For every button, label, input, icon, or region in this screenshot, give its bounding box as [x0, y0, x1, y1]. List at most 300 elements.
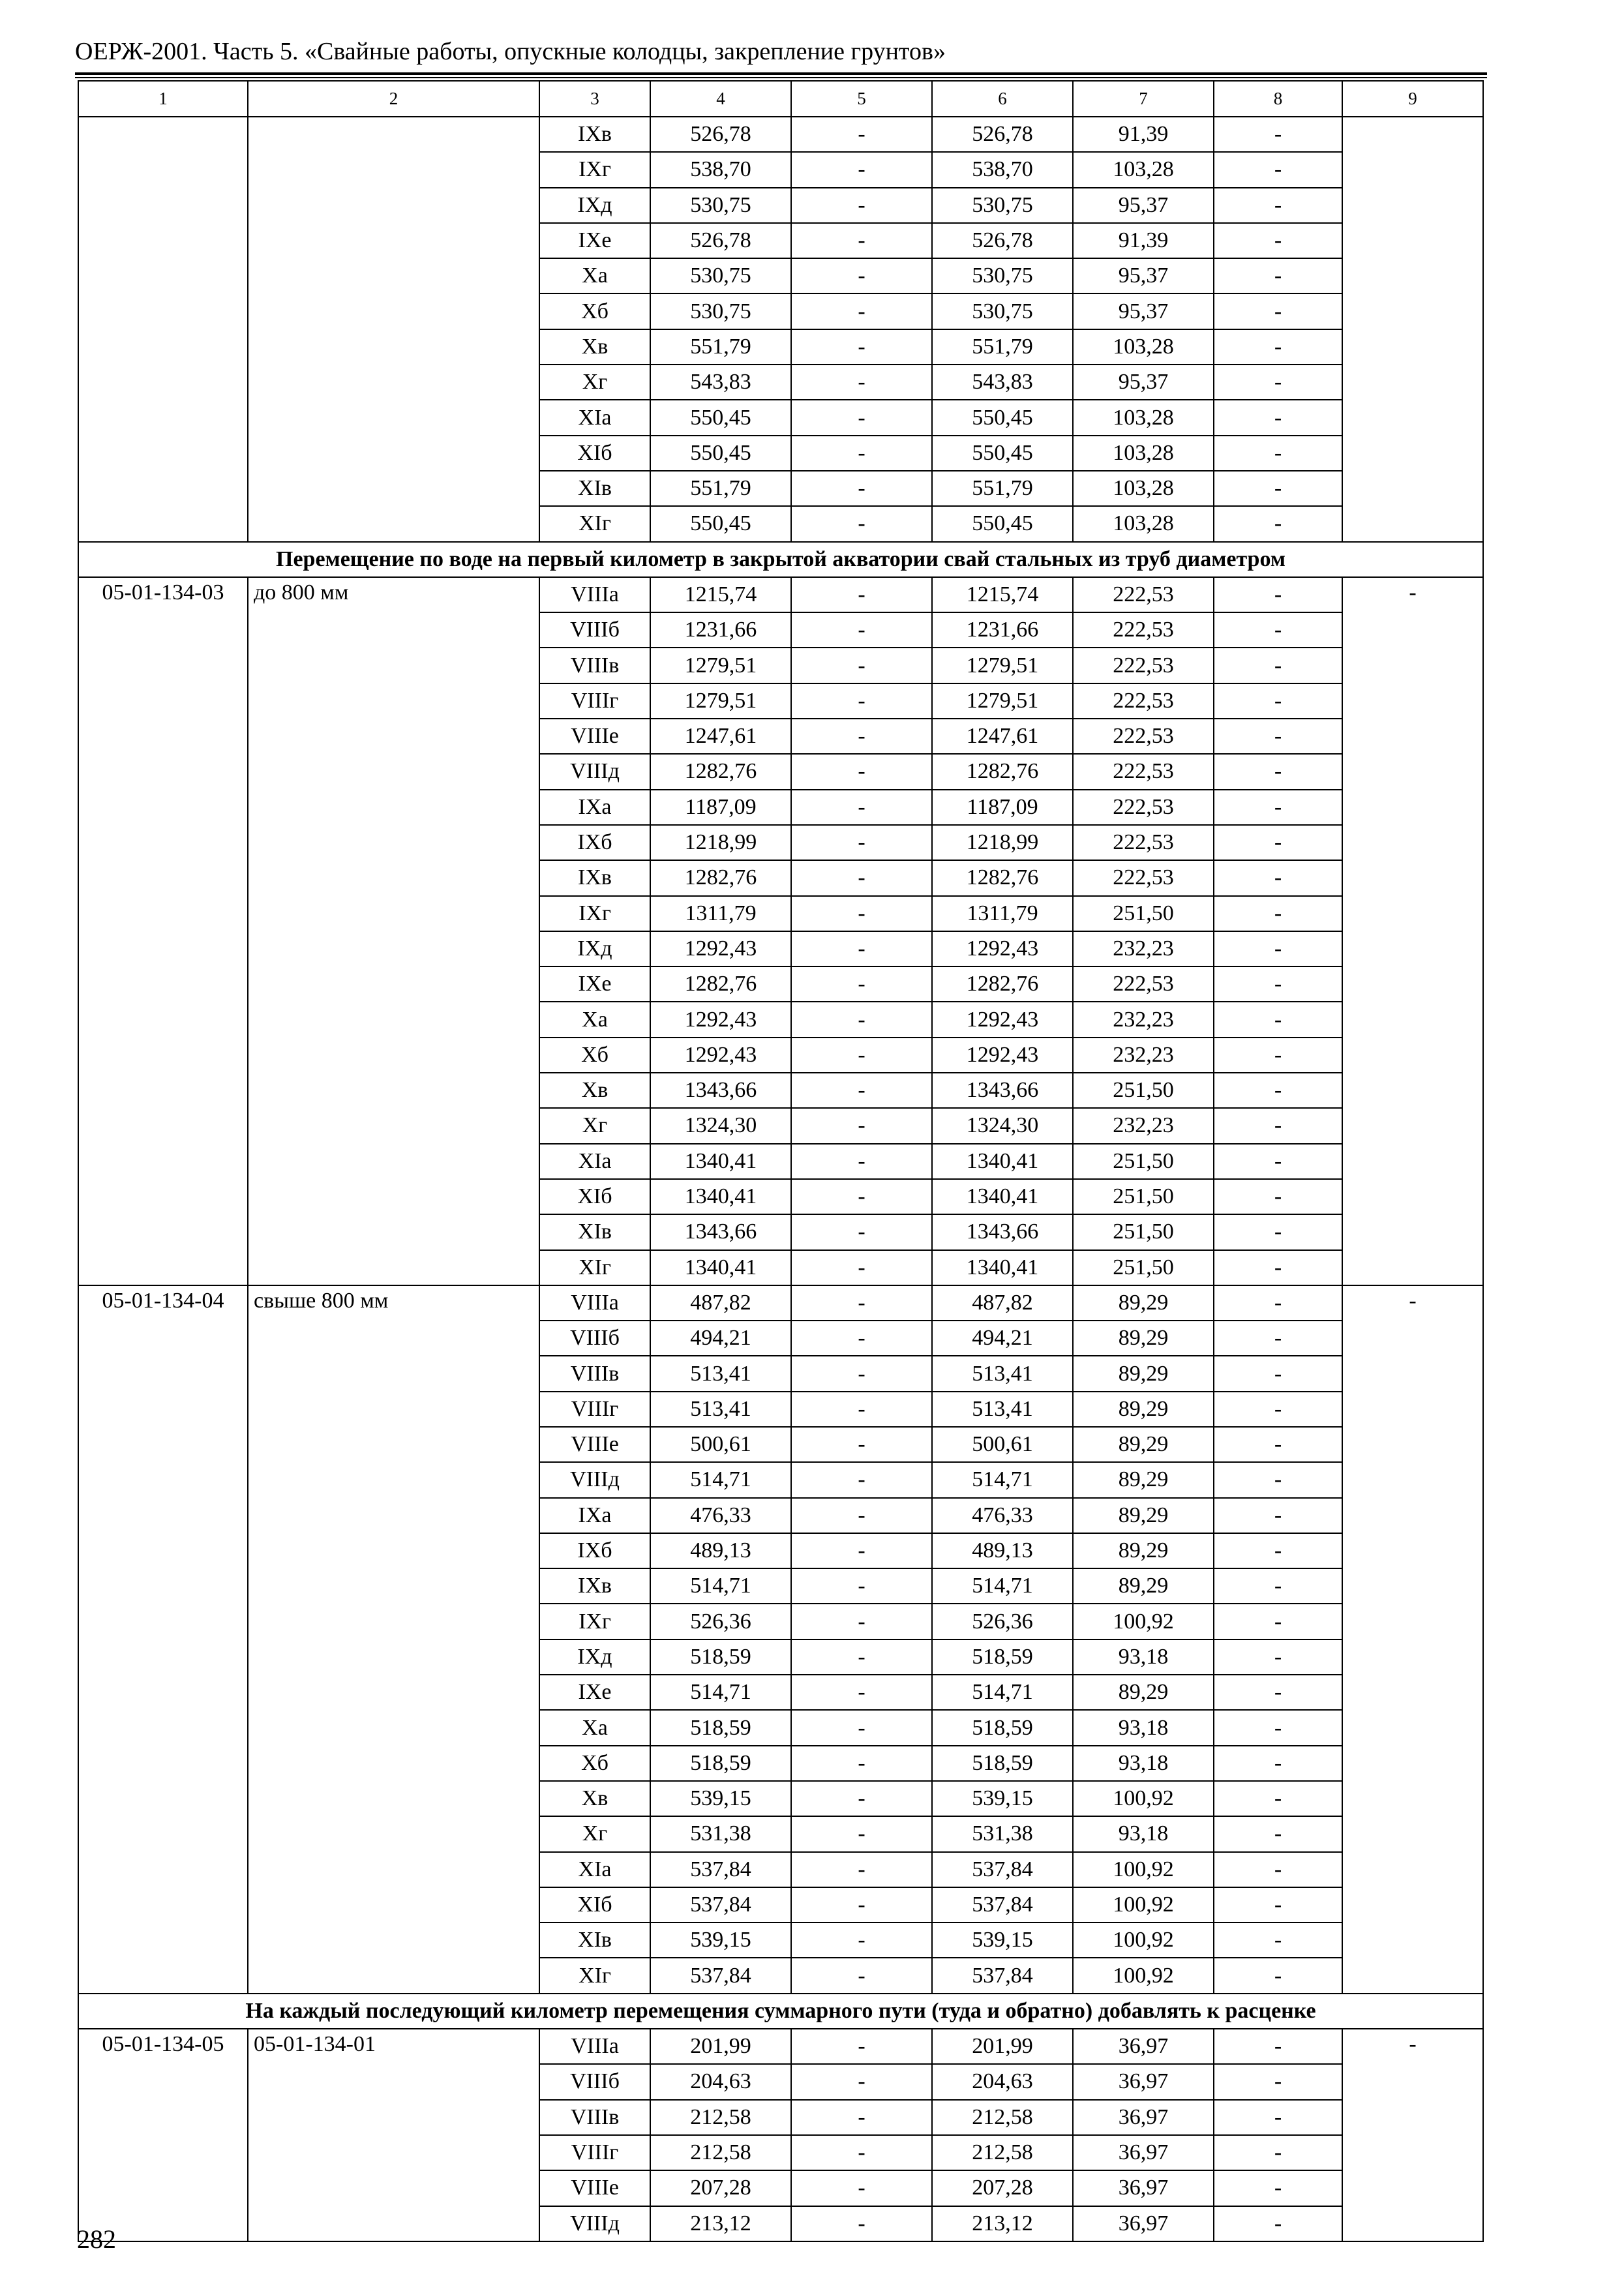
machinist-wages-cell: 95,37 [1073, 365, 1214, 400]
grade-cell: IXе [539, 1675, 650, 1710]
grade-cell: VIIIв [539, 648, 650, 683]
grade-cell: IXг [539, 1604, 650, 1639]
column-number-8: 8 [1214, 81, 1342, 117]
rate-code-cell: 05-01-134-05 [78, 2029, 248, 2241]
machinist-wages-cell: 100,92 [1073, 1781, 1214, 1816]
machine-cost-cell: 204,63 [932, 2064, 1073, 2099]
total-cost-cell: 1282,76 [650, 860, 791, 895]
materials-cell: - [1214, 1462, 1342, 1497]
rate-name-cell: до 800 мм [248, 577, 539, 1285]
machinist-wages-cell: 93,18 [1073, 1816, 1214, 1851]
materials-cell: - [1214, 1285, 1342, 1321]
total-cost-cell: 518,59 [650, 1639, 791, 1675]
materials-cell: - [1214, 1922, 1342, 1958]
total-cost-cell: 518,59 [650, 1710, 791, 1745]
machinist-wages-cell: 93,18 [1073, 1746, 1214, 1781]
total-cost-cell: 1311,79 [650, 896, 791, 931]
grade-cell: VIIIб [539, 1321, 650, 1356]
grade-cell: IXв [539, 117, 650, 152]
total-cost-cell: 1340,41 [650, 1179, 791, 1214]
machinist-wages-cell: 103,28 [1073, 400, 1214, 435]
labor-cost-cell: - [1342, 2029, 1483, 2241]
total-cost-cell: 530,75 [650, 258, 791, 293]
grade-cell: VIIIб [539, 612, 650, 648]
materials-cell: - [1214, 2170, 1342, 2206]
wages-cell: - [791, 1852, 932, 1887]
machine-cost-cell: 518,59 [932, 1639, 1073, 1675]
machine-cost-cell: 539,15 [932, 1781, 1073, 1816]
machinist-wages-cell: 222,53 [1073, 612, 1214, 648]
machine-cost-cell: 1247,61 [932, 719, 1073, 754]
grade-cell: VIIIа [539, 577, 650, 612]
machinist-wages-cell: 89,29 [1073, 1427, 1214, 1462]
column-number-9: 9 [1342, 81, 1483, 117]
wages-cell: - [791, 790, 932, 825]
grade-cell: Xб [539, 1746, 650, 1781]
total-cost-cell: 212,58 [650, 2100, 791, 2135]
machinist-wages-cell: 89,29 [1073, 1285, 1214, 1321]
machine-cost-cell: 500,61 [932, 1427, 1073, 1462]
materials-cell: - [1214, 471, 1342, 506]
grade-cell: VIIIа [539, 1285, 650, 1321]
machine-cost-cell: 530,75 [932, 258, 1073, 293]
rate-name-cell [248, 117, 539, 542]
wages-cell: - [791, 612, 932, 648]
total-cost-cell: 513,41 [650, 1392, 791, 1427]
materials-cell: - [1214, 152, 1342, 187]
machinist-wages-cell: 103,28 [1073, 329, 1214, 365]
grade-cell: Xа [539, 1002, 650, 1037]
grade-cell: IXг [539, 152, 650, 187]
machine-cost-cell: 513,41 [932, 1392, 1073, 1427]
grade-cell: VIIIг [539, 1392, 650, 1427]
machinist-wages-cell: 103,28 [1073, 436, 1214, 471]
total-cost-cell: 1343,66 [650, 1073, 791, 1108]
machinist-wages-cell: 251,50 [1073, 1073, 1214, 1108]
materials-cell: - [1214, 683, 1342, 719]
section-title: Перемещение по воде на первый километр в закрытой акватории свай стальных из труб диаметром [78, 542, 1483, 577]
materials-cell: - [1214, 1781, 1342, 1816]
machinist-wages-cell: 36,97 [1073, 2100, 1214, 2135]
materials-cell: - [1214, 1144, 1342, 1179]
rate-name-cell: 05-01-134-01 [248, 2029, 539, 2241]
materials-cell: - [1214, 1675, 1342, 1710]
wages-cell: - [791, 860, 932, 895]
machine-cost-cell: 1279,51 [932, 683, 1073, 719]
wages-cell: - [791, 400, 932, 435]
machinist-wages-cell: 103,28 [1073, 152, 1214, 187]
materials-cell: - [1214, 329, 1342, 365]
grade-cell: VIIIв [539, 2100, 650, 2135]
machine-cost-cell: 1311,79 [932, 896, 1073, 931]
machine-cost-cell: 538,70 [932, 152, 1073, 187]
wages-cell: - [791, 471, 932, 506]
total-cost-cell: 1292,43 [650, 1002, 791, 1037]
grade-cell: XIв [539, 1214, 650, 1249]
machine-cost-cell: 514,71 [932, 1675, 1073, 1710]
total-cost-cell: 201,99 [650, 2029, 791, 2064]
materials-cell: - [1214, 188, 1342, 223]
total-cost-cell: 212,58 [650, 2135, 791, 2170]
total-cost-cell: 550,45 [650, 506, 791, 541]
wages-cell: - [791, 1639, 932, 1675]
machine-cost-cell: 531,38 [932, 1816, 1073, 1851]
total-cost-cell: 551,79 [650, 471, 791, 506]
materials-cell: - [1214, 1710, 1342, 1745]
total-cost-cell: 1247,61 [650, 719, 791, 754]
total-cost-cell: 514,71 [650, 1675, 791, 1710]
machinist-wages-cell: 100,92 [1073, 1852, 1214, 1887]
column-number-7: 7 [1073, 81, 1214, 117]
materials-cell: - [1214, 719, 1342, 754]
total-cost-cell: 1282,76 [650, 966, 791, 1002]
grade-cell: XIб [539, 1887, 650, 1922]
machine-cost-cell: 1343,66 [932, 1214, 1073, 1249]
machine-cost-cell: 526,78 [932, 223, 1073, 258]
materials-cell: - [1214, 2100, 1342, 2135]
machine-cost-cell: 489,13 [932, 1533, 1073, 1568]
machine-cost-cell: 550,45 [932, 436, 1073, 471]
materials-cell: - [1214, 436, 1342, 471]
grade-cell: VIIIд [539, 1462, 650, 1497]
machine-cost-cell: 1340,41 [932, 1250, 1073, 1285]
materials-cell: - [1214, 400, 1342, 435]
grade-cell: XIб [539, 1179, 650, 1214]
grade-cell: IXе [539, 223, 650, 258]
grade-cell: XIа [539, 1144, 650, 1179]
table-row [78, 117, 1483, 152]
machinist-wages-cell: 103,28 [1073, 506, 1214, 541]
machinist-wages-cell: 251,50 [1073, 1250, 1214, 1285]
wages-cell: - [791, 966, 932, 1002]
grade-cell: VIIIб [539, 2064, 650, 2099]
grade-cell: VIIIд [539, 754, 650, 789]
grade-cell: VIIIг [539, 2135, 650, 2170]
wages-cell: - [791, 896, 932, 931]
grade-cell: IXб [539, 1533, 650, 1568]
grade-cell: Xв [539, 329, 650, 365]
wages-cell: - [791, 648, 932, 683]
wages-cell: - [791, 931, 932, 966]
machinist-wages-cell: 93,18 [1073, 1710, 1214, 1745]
materials-cell: - [1214, 1746, 1342, 1781]
machine-cost-cell: 518,59 [932, 1710, 1073, 1745]
machine-cost-cell: 551,79 [932, 329, 1073, 365]
machine-cost-cell: 539,15 [932, 1922, 1073, 1958]
wages-cell: - [791, 2029, 932, 2064]
machine-cost-cell: 1340,41 [932, 1144, 1073, 1179]
wages-cell: - [791, 754, 932, 789]
total-cost-cell: 207,28 [650, 2170, 791, 2206]
machinist-wages-cell: 36,97 [1073, 2206, 1214, 2241]
grade-cell: Xб [539, 293, 650, 329]
machinist-wages-cell: 36,97 [1073, 2064, 1214, 2099]
materials-cell: - [1214, 258, 1342, 293]
materials-cell: - [1214, 1108, 1342, 1143]
header-rule-secondary [75, 77, 1487, 78]
machine-cost-cell: 514,71 [932, 1462, 1073, 1497]
machine-cost-cell: 550,45 [932, 400, 1073, 435]
wages-cell: - [791, 1887, 932, 1922]
materials-cell: - [1214, 1639, 1342, 1675]
rate-code-cell [78, 117, 248, 542]
total-cost-cell: 538,70 [650, 152, 791, 187]
machine-cost-cell: 530,75 [932, 188, 1073, 223]
grade-cell: IXе [539, 966, 650, 1002]
total-cost-cell: 1340,41 [650, 1144, 791, 1179]
machinist-wages-cell: 222,53 [1073, 966, 1214, 1002]
wages-cell: - [791, 1816, 932, 1851]
materials-cell: - [1214, 1958, 1342, 1993]
rate-name-cell: свыше 800 мм [248, 1285, 539, 1994]
total-cost-cell: 1279,51 [650, 683, 791, 719]
total-cost-cell: 539,15 [650, 1781, 791, 1816]
total-cost-cell: 514,71 [650, 1462, 791, 1497]
materials-cell: - [1214, 1321, 1342, 1356]
total-cost-cell: 1292,43 [650, 931, 791, 966]
materials-cell: - [1214, 223, 1342, 258]
machinist-wages-cell: 89,29 [1073, 1498, 1214, 1533]
machine-cost-cell: 494,21 [932, 1321, 1073, 1356]
machine-cost-cell: 213,12 [932, 2206, 1073, 2241]
grade-cell: IXв [539, 1568, 650, 1604]
column-number-2: 2 [248, 81, 539, 117]
machinist-wages-cell: 100,92 [1073, 1922, 1214, 1958]
machine-cost-cell: 1231,66 [932, 612, 1073, 648]
machinist-wages-cell: 93,18 [1073, 1639, 1214, 1675]
labor-cost-cell: - [1342, 1285, 1483, 1994]
total-cost-cell: 1282,76 [650, 754, 791, 789]
materials-cell: - [1214, 754, 1342, 789]
grade-cell: VIIIа [539, 2029, 650, 2064]
wages-cell: - [791, 2064, 932, 2099]
wages-cell: - [791, 1073, 932, 1108]
machinist-wages-cell: 91,39 [1073, 223, 1214, 258]
machinist-wages-cell: 89,29 [1073, 1462, 1214, 1497]
total-cost-cell: 537,84 [650, 1958, 791, 1993]
machine-cost-cell: 513,41 [932, 1356, 1073, 1391]
wages-cell: - [791, 2170, 932, 2206]
total-cost-cell: 514,71 [650, 1568, 791, 1604]
grade-cell: Xг [539, 1108, 650, 1143]
materials-cell: - [1214, 860, 1342, 895]
grade-cell: Xв [539, 1781, 650, 1816]
total-cost-cell: 537,84 [650, 1887, 791, 1922]
machinist-wages-cell: 251,50 [1073, 1214, 1214, 1249]
wages-cell: - [791, 1498, 932, 1533]
total-cost-cell: 1324,30 [650, 1108, 791, 1143]
wages-cell: - [791, 117, 932, 152]
materials-cell: - [1214, 1002, 1342, 1037]
column-number-6: 6 [932, 81, 1073, 117]
machinist-wages-cell: 89,29 [1073, 1356, 1214, 1391]
grade-cell: XIа [539, 400, 650, 435]
wages-cell: - [791, 1392, 932, 1427]
grade-cell: XIг [539, 1250, 650, 1285]
column-number-row [78, 81, 1483, 117]
machinist-wages-cell: 95,37 [1073, 188, 1214, 223]
machinist-wages-cell: 232,23 [1073, 1038, 1214, 1073]
machine-cost-cell: 551,79 [932, 471, 1073, 506]
materials-cell: - [1214, 1214, 1342, 1249]
wages-cell: - [791, 1604, 932, 1639]
column-number-5: 5 [791, 81, 932, 117]
wages-cell: - [791, 1710, 932, 1745]
machine-cost-cell: 1282,76 [932, 860, 1073, 895]
machinist-wages-cell: 89,29 [1073, 1568, 1214, 1604]
wages-cell: - [791, 1321, 932, 1356]
materials-cell: - [1214, 1816, 1342, 1851]
grade-cell: XIб [539, 436, 650, 471]
wages-cell: - [791, 152, 932, 187]
total-cost-cell: 213,12 [650, 2206, 791, 2241]
wages-cell: - [791, 683, 932, 719]
machine-cost-cell: 1292,43 [932, 1038, 1073, 1073]
machinist-wages-cell: 91,39 [1073, 117, 1214, 152]
machine-cost-cell: 207,28 [932, 2170, 1073, 2206]
materials-cell: - [1214, 648, 1342, 683]
grade-cell: VIIIв [539, 1356, 650, 1391]
table-row [78, 2029, 1483, 2064]
materials-cell: - [1214, 790, 1342, 825]
machine-cost-cell: 526,78 [932, 117, 1073, 152]
total-cost-cell: 526,78 [650, 223, 791, 258]
grade-cell: XIг [539, 1958, 650, 1993]
grade-cell: IXа [539, 1498, 650, 1533]
wages-cell: - [791, 1038, 932, 1073]
total-cost-cell: 1279,51 [650, 648, 791, 683]
grade-cell: Xб [539, 1038, 650, 1073]
wages-cell: - [791, 1108, 932, 1143]
materials-cell: - [1214, 1887, 1342, 1922]
materials-cell: - [1214, 1852, 1342, 1887]
machinist-wages-cell: 251,50 [1073, 1179, 1214, 1214]
header-rule [75, 72, 1487, 75]
wages-cell: - [791, 719, 932, 754]
machine-cost-cell: 1187,09 [932, 790, 1073, 825]
materials-cell: - [1214, 2206, 1342, 2241]
materials-cell: - [1214, 1604, 1342, 1639]
materials-cell: - [1214, 1568, 1342, 1604]
machinist-wages-cell: 95,37 [1073, 293, 1214, 329]
machine-cost-cell: 1218,99 [932, 825, 1073, 860]
machine-cost-cell: 212,58 [932, 2100, 1073, 2135]
machine-cost-cell: 526,36 [932, 1604, 1073, 1639]
machinist-wages-cell: 100,92 [1073, 1958, 1214, 1993]
grade-cell: Xа [539, 1710, 650, 1745]
section-title: На каждый последующий километр перемещения суммарного пути (туда и обратно) добавлять к расценке [78, 1994, 1483, 2029]
machine-cost-cell: 1340,41 [932, 1179, 1073, 1214]
materials-cell: - [1214, 1427, 1342, 1462]
grade-cell: IXа [539, 790, 650, 825]
materials-cell: - [1214, 2029, 1342, 2064]
total-cost-cell: 518,59 [650, 1746, 791, 1781]
total-cost-cell: 530,75 [650, 188, 791, 223]
page-number: 282 [77, 2224, 116, 2254]
machine-cost-cell: 1215,74 [932, 577, 1073, 612]
total-cost-cell: 526,36 [650, 1604, 791, 1639]
total-cost-cell: 550,45 [650, 436, 791, 471]
total-cost-cell: 494,21 [650, 1321, 791, 1356]
materials-cell: - [1214, 365, 1342, 400]
grade-cell: IXг [539, 896, 650, 931]
wages-cell: - [791, 293, 932, 329]
total-cost-cell: 539,15 [650, 1922, 791, 1958]
labor-cost-cell: - [1342, 577, 1483, 1285]
total-cost-cell: 489,13 [650, 1533, 791, 1568]
grade-cell: IXд [539, 1639, 650, 1675]
machine-cost-cell: 518,59 [932, 1746, 1073, 1781]
machinist-wages-cell: 36,97 [1073, 2029, 1214, 2064]
machinist-wages-cell: 232,23 [1073, 1002, 1214, 1037]
wages-cell: - [791, 1675, 932, 1710]
section-title-row [78, 1994, 1483, 2029]
total-cost-cell: 513,41 [650, 1356, 791, 1391]
materials-cell: - [1214, 1073, 1342, 1108]
machine-cost-cell: 1292,43 [932, 1002, 1073, 1037]
machinist-wages-cell: 251,50 [1073, 896, 1214, 931]
total-cost-cell: 1218,99 [650, 825, 791, 860]
materials-cell: - [1214, 577, 1342, 612]
machinist-wages-cell: 251,50 [1073, 1144, 1214, 1179]
wages-cell: - [791, 1179, 932, 1214]
materials-cell: - [1214, 1533, 1342, 1568]
machinist-wages-cell: 95,37 [1073, 258, 1214, 293]
wages-cell: - [791, 1214, 932, 1249]
materials-cell: - [1214, 931, 1342, 966]
machine-cost-cell: 1282,76 [932, 754, 1073, 789]
machinist-wages-cell: 100,92 [1073, 1604, 1214, 1639]
total-cost-cell: 537,84 [650, 1852, 791, 1887]
machinist-wages-cell: 222,53 [1073, 648, 1214, 683]
machine-cost-cell: 212,58 [932, 2135, 1073, 2170]
grade-cell: IXв [539, 860, 650, 895]
machine-cost-cell: 1279,51 [932, 648, 1073, 683]
materials-cell: - [1214, 825, 1342, 860]
wages-cell: - [791, 1533, 932, 1568]
total-cost-cell: 1231,66 [650, 612, 791, 648]
total-cost-cell: 1187,09 [650, 790, 791, 825]
grade-cell: VIIIе [539, 719, 650, 754]
machinist-wages-cell: 222,53 [1073, 719, 1214, 754]
total-cost-cell: 1343,66 [650, 1214, 791, 1249]
total-cost-cell: 1292,43 [650, 1038, 791, 1073]
machinist-wages-cell: 222,53 [1073, 790, 1214, 825]
grade-cell: IXб [539, 825, 650, 860]
total-cost-cell: 204,63 [650, 2064, 791, 2099]
machinist-wages-cell: 222,53 [1073, 825, 1214, 860]
machine-cost-cell: 530,75 [932, 293, 1073, 329]
machine-cost-cell: 1282,76 [932, 966, 1073, 1002]
machinist-wages-cell: 103,28 [1073, 471, 1214, 506]
grade-cell: XIв [539, 471, 650, 506]
rate-code-cell: 05-01-134-04 [78, 1285, 248, 1994]
machinist-wages-cell: 100,92 [1073, 1887, 1214, 1922]
machine-cost-cell: 1292,43 [932, 931, 1073, 966]
grade-cell: VIIIе [539, 1427, 650, 1462]
machine-cost-cell: 487,82 [932, 1285, 1073, 1321]
wages-cell: - [791, 2100, 932, 2135]
total-cost-cell: 531,38 [650, 1816, 791, 1851]
materials-cell: - [1214, 896, 1342, 931]
wages-cell: - [791, 436, 932, 471]
machine-cost-cell: 537,84 [932, 1887, 1073, 1922]
machinist-wages-cell: 222,53 [1073, 754, 1214, 789]
machinist-wages-cell: 222,53 [1073, 577, 1214, 612]
document-header: ОЕРЖ-2001. Часть 5. «Свайные работы, опускные колодцы, закрепление грунтов» [75, 38, 946, 65]
total-cost-cell: 476,33 [650, 1498, 791, 1533]
table-row [78, 577, 1483, 612]
